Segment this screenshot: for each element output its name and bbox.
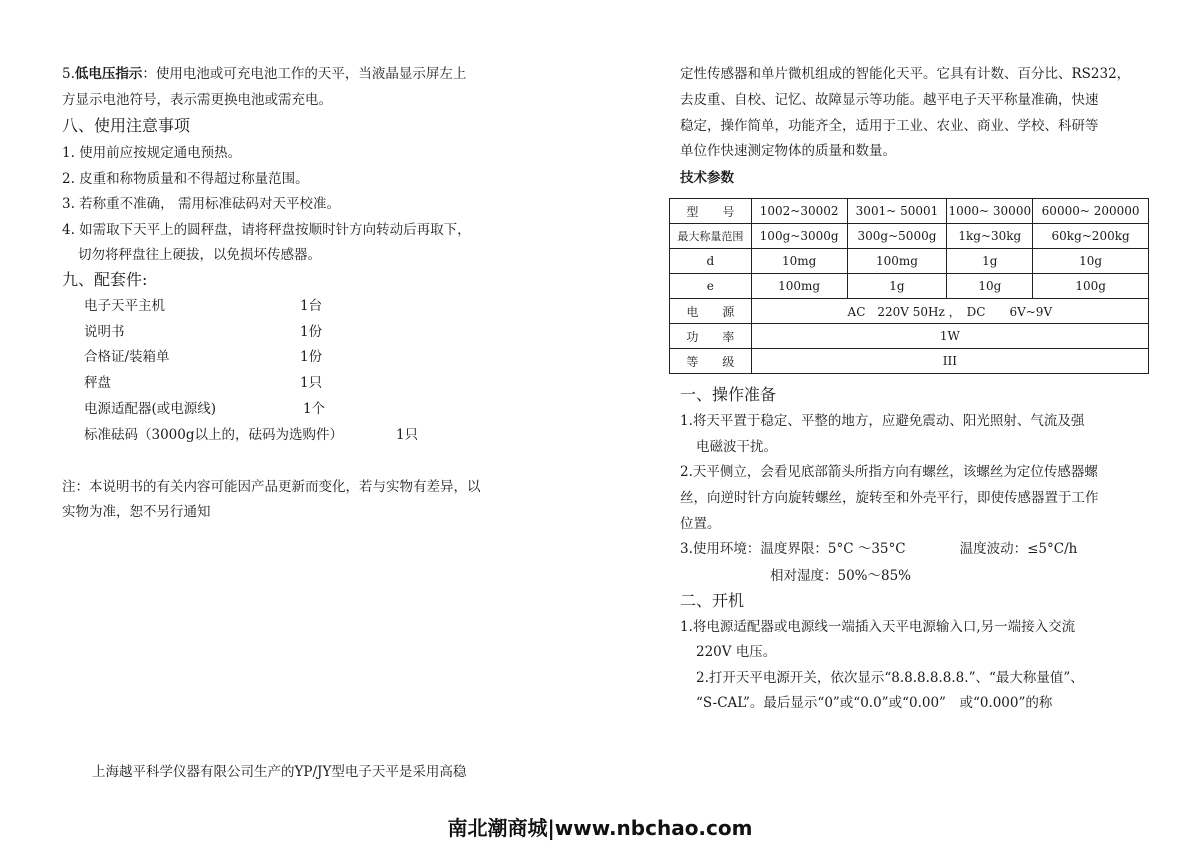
section1-title: 一、操作准备: [680, 385, 777, 404]
table-cell: 电 源: [670, 299, 752, 324]
sec2-line: 1.将电源适配器或电源线一端插入天平电源输入口,另一端接入交流: [680, 619, 1076, 635]
kit-item-qty: 1个: [303, 401, 326, 417]
spec-title: 技术参数: [680, 170, 734, 186]
sec8-item-2: 2. 皮重和称物质量和不得超过称量范围。: [62, 171, 309, 187]
sec1-line: 1.将天平置于稳定、平整的地方，应避免震动、阳光照射、气流及强: [680, 413, 1085, 429]
kit-item-name: 合格证/装箱单: [84, 349, 170, 365]
item5-number: 5.: [62, 66, 75, 82]
item5-text-cont: 方显示电池符号，表示需更换电池或需充电。: [62, 92, 332, 108]
sec8-item-4-cont: 切勿将秤盘往上硬拔，以免损坏传感器。: [78, 247, 321, 263]
kit-item-name: 秤盘: [84, 375, 111, 391]
note-line-2: 实物为准，恕不另行通知: [62, 504, 211, 520]
intro-line-4: 单位作快速测定物体的质量和数量。: [680, 143, 896, 159]
sec1-line: 丝，向逆时针方向旋转螺丝，旋转至和外壳平行，即使传感器置于工作: [680, 490, 1099, 506]
table-cell: 60000~ 200000: [1033, 199, 1149, 224]
table-cell: d: [670, 249, 752, 274]
table-cell: III: [751, 349, 1148, 374]
note-line-1: 注：本说明书的有关内容可能因产品更新而变化，若与实物有差异，以: [62, 479, 481, 495]
sec2-line: “S-CAL”。最后显示“0”或“0.0”或“0.00” 或“0.000”的称: [696, 695, 1053, 711]
sec1-line: 相对湿度：50%～85%: [770, 568, 912, 584]
table-cell: 1kg~30kg: [947, 224, 1033, 249]
table-cell: 100g: [1033, 274, 1149, 299]
table-cell: 功 率: [670, 324, 752, 349]
section9-title: 九、配套件:: [62, 270, 148, 289]
table-row: [670, 249, 1149, 274]
intro-line-2: 去皮重、自校、记忆、故障显示等功能。越平电子天平称量准确，快速: [680, 92, 1099, 108]
table-cell: 1000~ 30000: [947, 199, 1033, 224]
intro-start: 上海越平科学仪器有限公司生产的YP/JY型电子天平是采用高稳: [92, 764, 467, 780]
table-cell: 10mg: [751, 249, 847, 274]
table-cell: 10g: [947, 274, 1033, 299]
table-cell: 1g: [947, 249, 1033, 274]
table-row: [670, 224, 1149, 249]
kit-item-name: 电源适配器(或电源线): [84, 401, 217, 417]
kit-item-name: 电子天平主机: [84, 298, 165, 314]
table-cell: 100g~3000g: [751, 224, 847, 249]
kit-item-qty: 1只: [300, 375, 323, 391]
section8-title: 八、使用注意事项: [62, 116, 191, 135]
table-row: [670, 199, 1149, 224]
intro-line-1: 定性传感器和单片微机组成的智能化天平。它具有计数、百分比、RS232，: [680, 66, 1131, 82]
kit-item-name: 说明书: [84, 324, 125, 340]
sec1-line: 2.天平侧立，会看见底部箭头所指方向有螺丝，该螺丝为定位传感器螺: [680, 464, 1098, 480]
sec2-line: 220V 电压。: [696, 644, 777, 660]
item5-title: 低电压指示: [74, 66, 143, 82]
table-row: [670, 349, 1149, 374]
table-cell: 等 级: [670, 349, 752, 374]
table-cell: 10g: [1033, 249, 1149, 274]
table-cell: 3001~ 50001: [847, 199, 947, 224]
table-cell: AC 220V 50Hz ， DC 6V~9V: [751, 299, 1148, 324]
kit-item-qty: 1台: [300, 298, 323, 314]
table-cell: 1W: [751, 324, 1148, 349]
table-cell: 1g: [847, 274, 947, 299]
kit-item-qty: 1份: [300, 349, 323, 365]
sec1-line: 3.使用环境：温度界限：5°C ～35°C 温度波动：≤5°C/h: [680, 541, 1078, 557]
sec8-item-1: 1. 使用前应按规定通电预热。: [62, 145, 242, 161]
table-cell: 1002~30002: [751, 199, 847, 224]
spec-table: [669, 198, 1149, 374]
intro-line-3: 稳定，操作简单，功能齐全，适用于工业、农业、商业、学校、科研等: [680, 118, 1099, 134]
kit-item-name: 标准砝码（3000g以上的，砝码为选购件）: [84, 427, 343, 443]
section2-title: 二、开机: [680, 591, 745, 610]
kit-item-qty: 1份: [300, 324, 323, 340]
sec2-line: 2.打开天平电源开关，依次显示“8.8.8.8.8.8.”、“最大称量值”、: [696, 670, 1084, 686]
sec1-line: 位置。: [680, 516, 721, 532]
sec8-item-4: 4. 如需取下天平上的圆秤盘，请将秤盘按顺时针方向转动后再取下，: [62, 222, 471, 238]
table-row: [670, 324, 1149, 349]
table-cell: 最大称量范围: [670, 224, 752, 249]
item5-text: ：使用电池或可充电池工作的天平，当液晶显示屏左上: [142, 66, 467, 82]
kit-item-qty: 1只: [396, 427, 419, 443]
table-cell: 300g~5000g: [847, 224, 947, 249]
table-cell: 100mg: [847, 249, 947, 274]
table-row: [670, 274, 1149, 299]
table-cell: 型 号: [670, 199, 752, 224]
table-cell: 100mg: [751, 274, 847, 299]
footer-watermark: 南北潮商城|www.nbchao.com: [447, 816, 753, 840]
table-cell: e: [670, 274, 752, 299]
table-cell: 60kg~200kg: [1033, 224, 1149, 249]
sec8-item-3: 3. 若称重不准确， 需用标准砝码对天平校准。: [62, 196, 340, 212]
table-row: [670, 299, 1149, 324]
item5-line: [62, 64, 466, 84]
sec1-line: 电磁波干扰。: [696, 439, 777, 455]
